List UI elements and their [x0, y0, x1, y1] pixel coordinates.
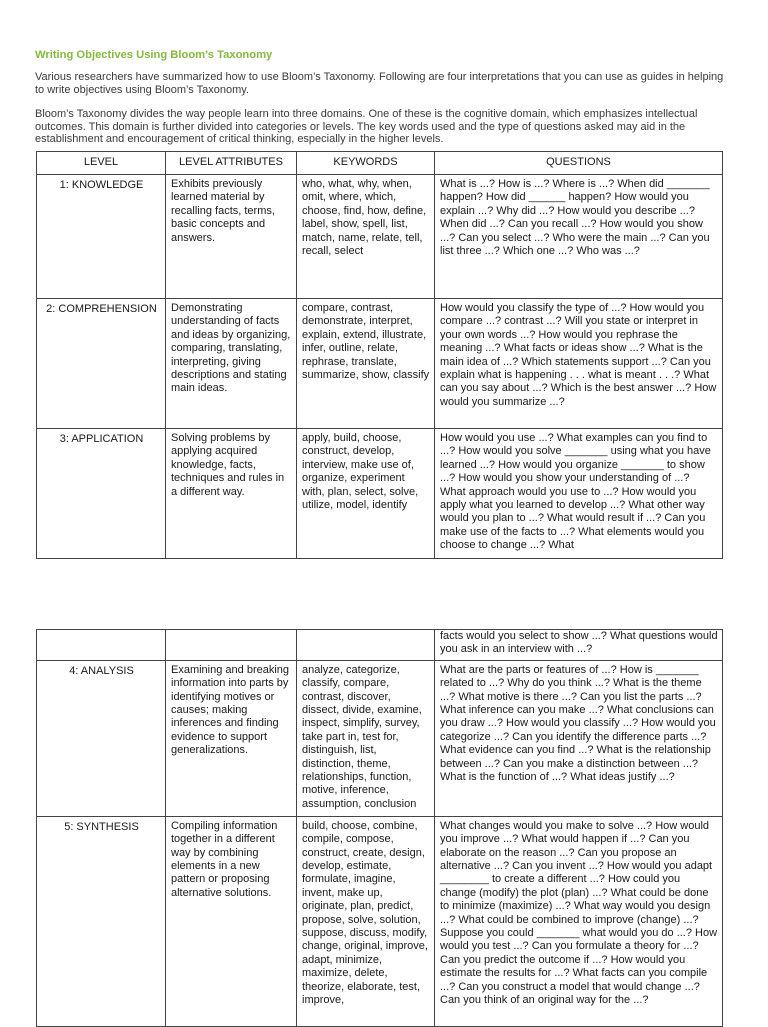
bloom-taxonomy-table-continued [36, 629, 723, 1027]
level-cell: 3: APPLICATION [37, 429, 166, 559]
level-cell [37, 630, 166, 661]
attributes-cell: Compiling information together in a different way by combining elements in a new pattern or proposing alternative solutions. [166, 816, 297, 1026]
attributes-cell: Solving problems by applying acquired knowledge, facts, techniques and rules in a different way. [166, 429, 297, 559]
header-keywords: KEYWORDS [297, 152, 435, 175]
keywords-cell: apply, build, choose, construct, develop, interview, make use of, organize, experiment with, plan, select, solve, utilize, model, identify [297, 429, 435, 559]
level-cell: 2: COMPREHENSION [37, 299, 166, 429]
table-row-knowledge [37, 175, 723, 299]
bloom-taxonomy-table [36, 151, 723, 559]
keywords-cell: analyze, categorize, classify, compare, contrast, discover, dissect, divide, examine, inspect, simplify, survey, take part in, test for, distinguish, list, distinction, theme, relationships, function, motive, inference, assumption, conclusion [297, 660, 435, 816]
questions-cell: How would you classify the type of ...? How would you compare ...? contrast ...? Will you state or interpret in your own words ...? How would you rephrase the meaning ...? What facts or ideas show ...? What is the main idea of ...? Which statements support ...? Can you explain what is happening . . . what is meant . . .? What can you say about ...? Which is the best answer ...? How would you summarize ...? [435, 299, 723, 429]
table-row-synthesis [37, 816, 723, 1026]
keywords-cell: who, what, why, when, omit, where, which, choose, find, how, define, label, show, spell, list, match, name, relate, tell, recall, select [297, 175, 435, 299]
level-cell: 5: SYNTHESIS [37, 816, 166, 1026]
table-row-continuation [37, 630, 723, 661]
table-header-row [37, 152, 723, 175]
attributes-cell: Examining and breaking information into parts by identifying motives or causes; making inferences and finding evidence to support generalizations. [166, 660, 297, 816]
level-cell: 4: ANALYSIS [37, 660, 166, 816]
keywords-cell: build, choose, combine, compile, compose, construct, create, design, develop, estimate, formulate, imagine, invent, make up, originate, plan, predict, propose, solve, solution, suppose, discuss, modify, change, original, improve, adapt, minimize, maximize, delete, theorize, elaborate, test, improve, [297, 816, 435, 1026]
level-cell: 1: KNOWLEDGE [37, 175, 166, 299]
domain-description-paragraph: Bloom’s Taxonomy divides the way people learn into three domains. One of these is the cognitive domain, which emphasizes intellectual outcomes. This domain is further divided into categories or levels. The key words used and the type of questions asked may aid in the establishment and encouragement of critical thinking, especially in the higher levels. [35, 108, 698, 146]
keywords-cell [297, 630, 435, 661]
header-questions: QUESTIONS [435, 152, 723, 175]
page-title: Writing Objectives Using Bloom’s Taxonomy [35, 49, 273, 61]
header-level: LEVEL [37, 152, 166, 175]
attributes-cell: Demonstrating understanding of facts and ideas by organizing, comparing, translating, interpreting, giving descriptions and stating main ideas. [166, 299, 297, 429]
questions-cell: What are the parts or features of ...? How is _______ related to ...? Why do you think ...? What is the theme ...? What motive is there ...? Can you list the parts ...? What inference can you make ...? What conclusions can you draw ...? How would you classify ...? How would you categorize ...? Can you identify the difference parts ...? What evidence can you find ...? What is the relationship between ...? Can you make a distinction between ...? What is the function of ...? What ideas justify ...? [435, 660, 723, 816]
keywords-cell: compare, contrast, demonstrate, interpret, explain, extend, illustrate, infer, outline, relate, rephrase, translate, summarize, show, classify [297, 299, 435, 429]
questions-cell: What is ...? How is ...? Where is ...? When did _______ happen? How did ______ happen? How would you explain ...? Why did ...? How would you describe ...? When did ...? Can you recall ...? How would you show ...? Can you select ...? Who were the main ...? Can you list three ...? Which one ...? Who was ...? [435, 175, 723, 299]
header-level-attributes: LEVEL ATTRIBUTES [166, 152, 297, 175]
intro-paragraph: Various researchers have summarized how to use Bloom’s Taxonomy. Following are four interpretations that you can use as guides in helping to write objectives using Bloom’s Taxonomy. [35, 71, 724, 96]
table-row-comprehension [37, 299, 723, 429]
questions-cell: facts would you select to show ...? What questions would you ask in an interview with ...? [435, 630, 723, 661]
questions-cell: What changes would you make to solve ...? How would you improve ...? What would happen if ...? Can you elaborate on the reason ...? Can you propose an alternative ...? Can you invent ...? How would you adapt ________ to create a different ...? How could you change (modify) the plot (plan) ...? What could be done to minimize (maximize) ...? What way would you design ...? What could be combined to improve (change) ...? Suppose you could _______ what would you do ...? How would you test ...? Can you formulate a theory for ...? Can you predict the outcome if ...? How would you estimate the results for ...? What facts can you compile ...? Can you construct a model that would change ...? Can you think of an original way for the ...? [435, 816, 723, 1026]
table-row-analysis [37, 660, 723, 816]
attributes-cell: Exhibits previously learned material by recalling facts, terms, basic concepts and answers. [166, 175, 297, 299]
attributes-cell [166, 630, 297, 661]
questions-cell: How would you use ...? What examples can you find to ...? How would you solve _______ using what you have learned ...? How would you organize _______ to show ...? How would you show your understanding of ...? What approach would you use to ...? How would you apply what you learned to develop ...? What other way would you plan to ...? What would result if ...? Can you make use of the facts to ...? What elements would you choose to change ...? What [435, 429, 723, 559]
table-row-application [37, 429, 723, 559]
